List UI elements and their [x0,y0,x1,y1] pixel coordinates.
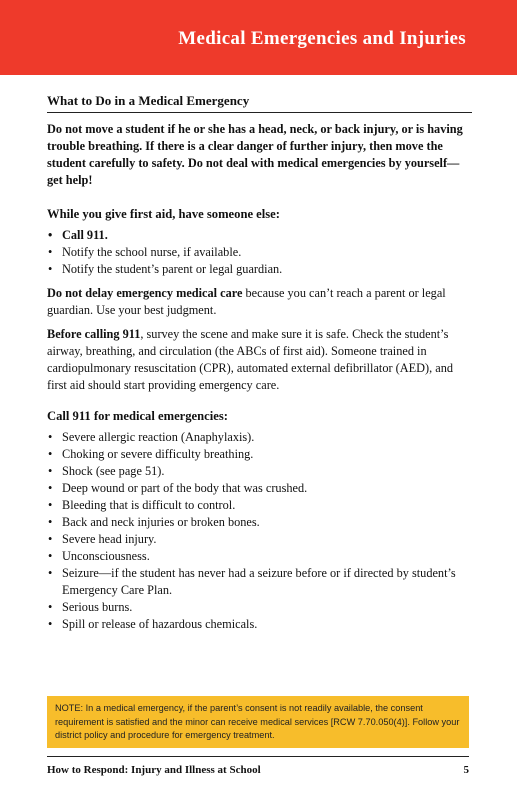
list-item: • Bleeding that is difficult to control. [47,497,472,514]
before-bold: Before calling 911 [47,327,141,341]
list-item: • Seizure—if the student has never had a seizure before or if directed by student’s Emergency Care Plan. [47,565,472,599]
delay-rest: because you can’t reach a parent or legal guardian. Use your best judgment. [47,286,446,317]
first-aid-list [47,227,472,278]
list-item: • Serious burns. [47,599,472,616]
list-item: • Call 911. [47,227,472,244]
header-bar [0,0,517,75]
call-911-subhead: Call 911 for medical emergencies: [47,409,228,423]
list-item: • Shock (see page 51). [47,463,472,480]
before-calling-paragraph [47,326,472,394]
delay-bold: Do not delay emergency medical care [47,286,243,300]
list-item: • Choking or severe difficulty breathing. [47,446,472,463]
list-item: • Spill or release of hazardous chemicals. [47,616,472,633]
lead-paragraph: Do not move a student if he or she has a head, neck, or back injury, or is having trouble breathing. If there is a clear danger of further injury, then move the student carefully to safety. Do not deal with medical emergencies by yourself—get help! [47,122,463,187]
list-item: • Severe head injury. [47,531,472,548]
first-aid-subhead: While you give first aid, have someone else: [47,207,280,221]
footer-title: How to Respond: Injury and Illness at School [47,764,261,776]
note-text: NOTE: In a medical emergency, if the parent’s consent is not readily available, the consent requirement is satisfied and the minor can receive medical services [RCW 7.70.050(4)]. Follow your district policy and procedure for emergency treatment. [55,703,460,740]
page-title: Medical Emergencies and Injuries [178,28,466,49]
page-number: 5 [463,764,469,776]
list-item: • Deep wound or part of the body that was crushed. [47,480,472,497]
list-item: • Notify the school nurse, if available. [47,244,472,261]
section-heading: What to Do in a Medical Emergency [47,93,472,113]
before-rest: , survey the scene and make sure it is safe. Check the student’s airway, breathing, and circulation (the ABCs of first aid). Someone trained in cardiopulmonary resuscitation (CPR), automated external defibrillator (AED), and first aid should start providing emergency care. [47,327,454,392]
main-content [47,93,472,640]
note-box [47,696,469,748]
list-item: • Unconsciousness. [47,548,472,565]
list-item: • Severe allergic reaction (Anaphylaxis). [47,429,472,446]
delay-paragraph [47,285,472,319]
footer-divider [47,756,469,757]
call-911-list [47,429,472,633]
list-item: • Notify the student’s parent or legal guardian. [47,261,472,278]
list-item: • Back and neck injuries or broken bones. [47,514,472,531]
